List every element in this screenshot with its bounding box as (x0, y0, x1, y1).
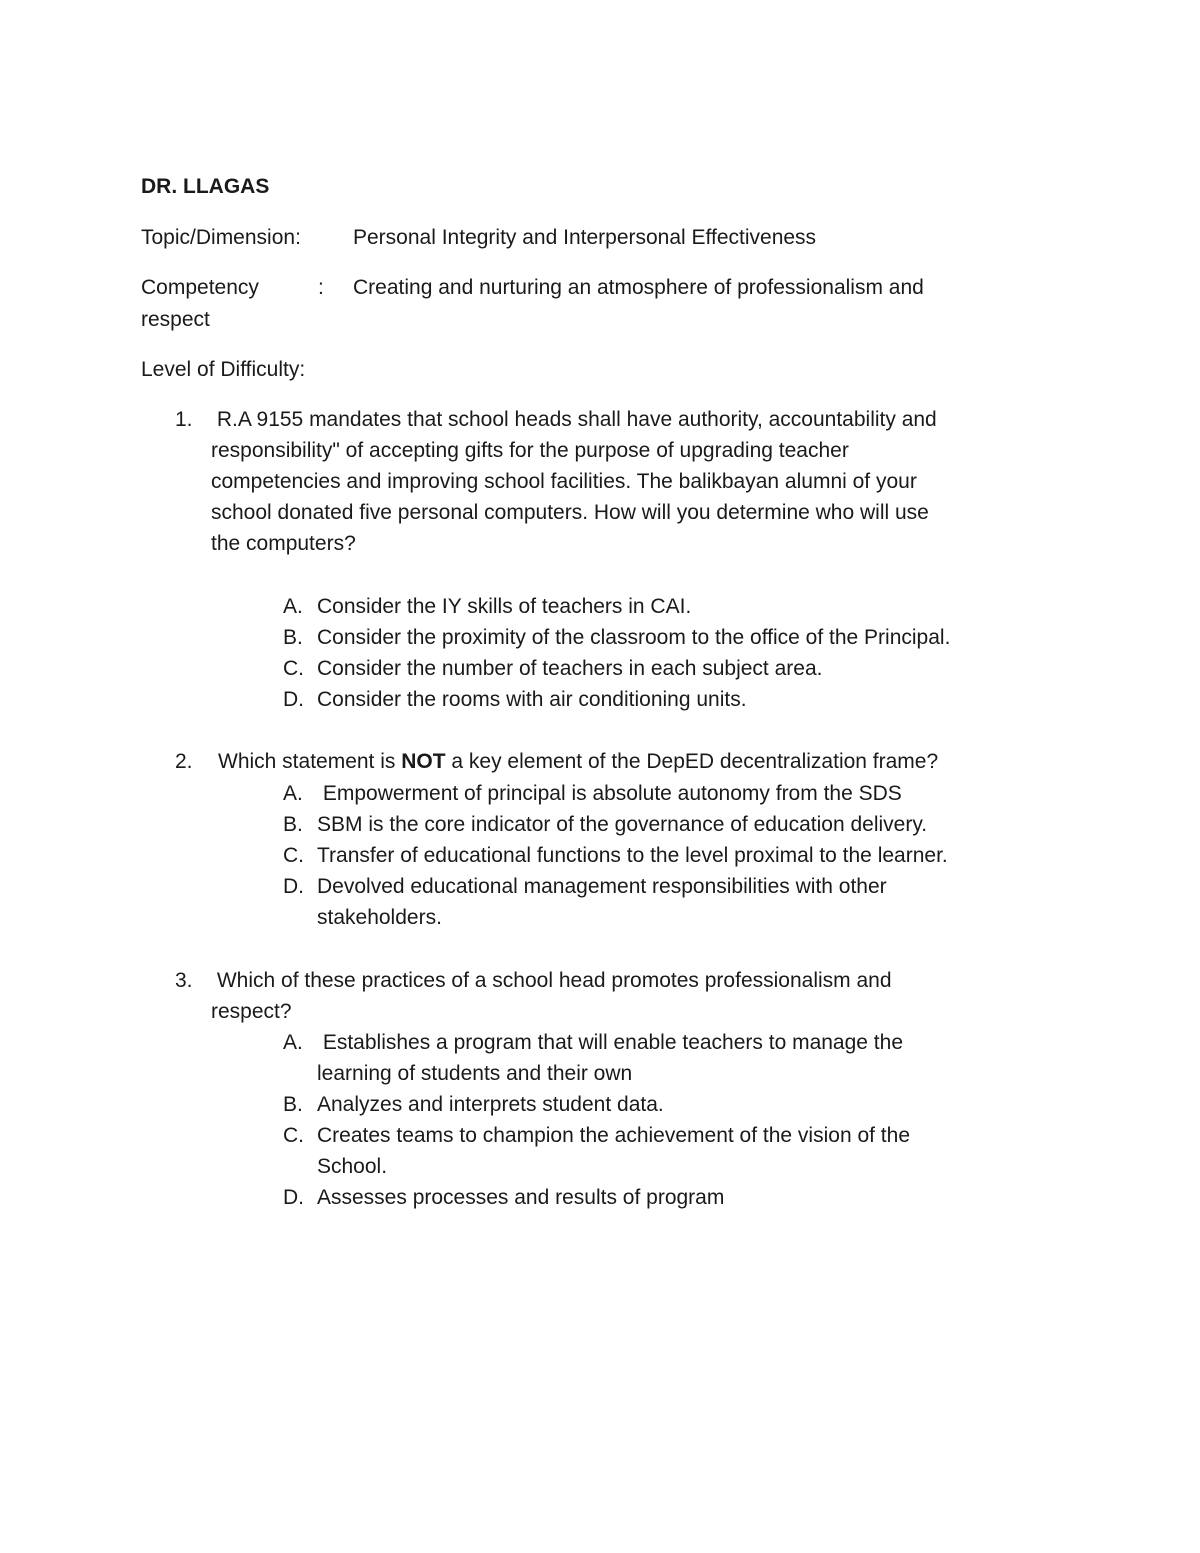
q1-option-d-text: Consider the rooms with air conditioning units. (317, 688, 747, 711)
q2-option-b-letter: B. (283, 813, 303, 836)
q2-option-d-letter: D. (283, 875, 304, 898)
q1-option-d-letter: D. (283, 688, 304, 711)
q1-option-a-letter: A. (283, 595, 303, 618)
question-1-number: 1. (175, 408, 193, 431)
topic-label: Topic/Dimension: (141, 226, 301, 249)
question-1-line-2: responsibility" of accepting gifts for the purpose of upgrading teacher (211, 439, 849, 462)
q2-option-c-letter: C. (283, 844, 304, 867)
difficulty-label: Level of Difficulty: (141, 358, 306, 381)
q3-option-c-letter: C. (283, 1124, 304, 1147)
q3-option-b-text: Analyzes and interprets student data. (317, 1093, 664, 1116)
question-1-line-5: the computers? (211, 532, 356, 555)
question-2-text-after: a key element of the DepED decentralization frame? (445, 750, 939, 773)
q2-option-a-text: Empowerment of principal is absolute autonomy from the SDS (317, 782, 902, 805)
question-2-text (218, 746, 938, 777)
q3-option-c-continuation: School. (317, 1155, 388, 1178)
q3-option-b-letter: B. (283, 1093, 303, 1116)
competency-value: Creating and nurturing an atmosphere of professionalism and (353, 276, 924, 299)
question-2-text-before: Which statement is (218, 750, 402, 773)
topic-value: Personal Integrity and Interpersonal Effectiveness (353, 226, 817, 249)
q1-option-a-text: Consider the IY skills of teachers in CAI. (317, 595, 692, 618)
q1-option-b-text: Consider the proximity of the classroom to the office of the Principal. (317, 626, 951, 649)
q3-option-a-letter: A. (283, 1031, 303, 1054)
competency-colon: : (318, 276, 324, 299)
q2-option-a-letter: A. (283, 782, 303, 805)
question-3-number: 3. (175, 969, 193, 992)
q2-option-d-text: Devolved educational management responsibilities with other (317, 875, 887, 898)
q3-option-d-text: Assesses processes and results of program (317, 1186, 725, 1209)
competency-continuation: respect (141, 308, 210, 331)
q1-option-c-letter: C. (283, 657, 304, 680)
q3-option-a-continuation: learning of students and their own (317, 1062, 633, 1085)
page-title: DR. LLAGAS (141, 175, 270, 198)
question-1-line-3: competencies and improving school facilities. The balikbayan alumni of your (211, 470, 917, 493)
q3-option-d-letter: D. (283, 1186, 304, 1209)
question-2-number: 2. (175, 750, 193, 773)
q1-option-b-letter: B. (283, 626, 303, 649)
q1-option-c-text: Consider the number of teachers in each subject area. (317, 657, 823, 680)
q2-option-d-continuation: stakeholders. (317, 906, 442, 929)
competency-label: Competency (141, 276, 259, 299)
question-1-line-1: R.A 9155 mandates that school heads shall have authority, accountability and (211, 408, 937, 431)
question-2-text-bold: NOT (401, 750, 446, 773)
q2-option-c-text: Transfer of educational functions to the level proximal to the learner. (317, 844, 948, 867)
question-1-line-4: school donated five personal computers. How will you determine who will use (211, 501, 929, 524)
question-3-line-2: respect? (211, 1000, 292, 1023)
question-3-line-1: Which of these practices of a school head promotes professionalism and (211, 969, 892, 992)
q2-option-b-text: SBM is the core indicator of the governance of education delivery. (317, 813, 928, 836)
q3-option-a-text: Establishes a program that will enable teachers to manage the (317, 1031, 904, 1054)
q3-option-c-text: Creates teams to champion the achievement of the vision of the (317, 1124, 910, 1147)
